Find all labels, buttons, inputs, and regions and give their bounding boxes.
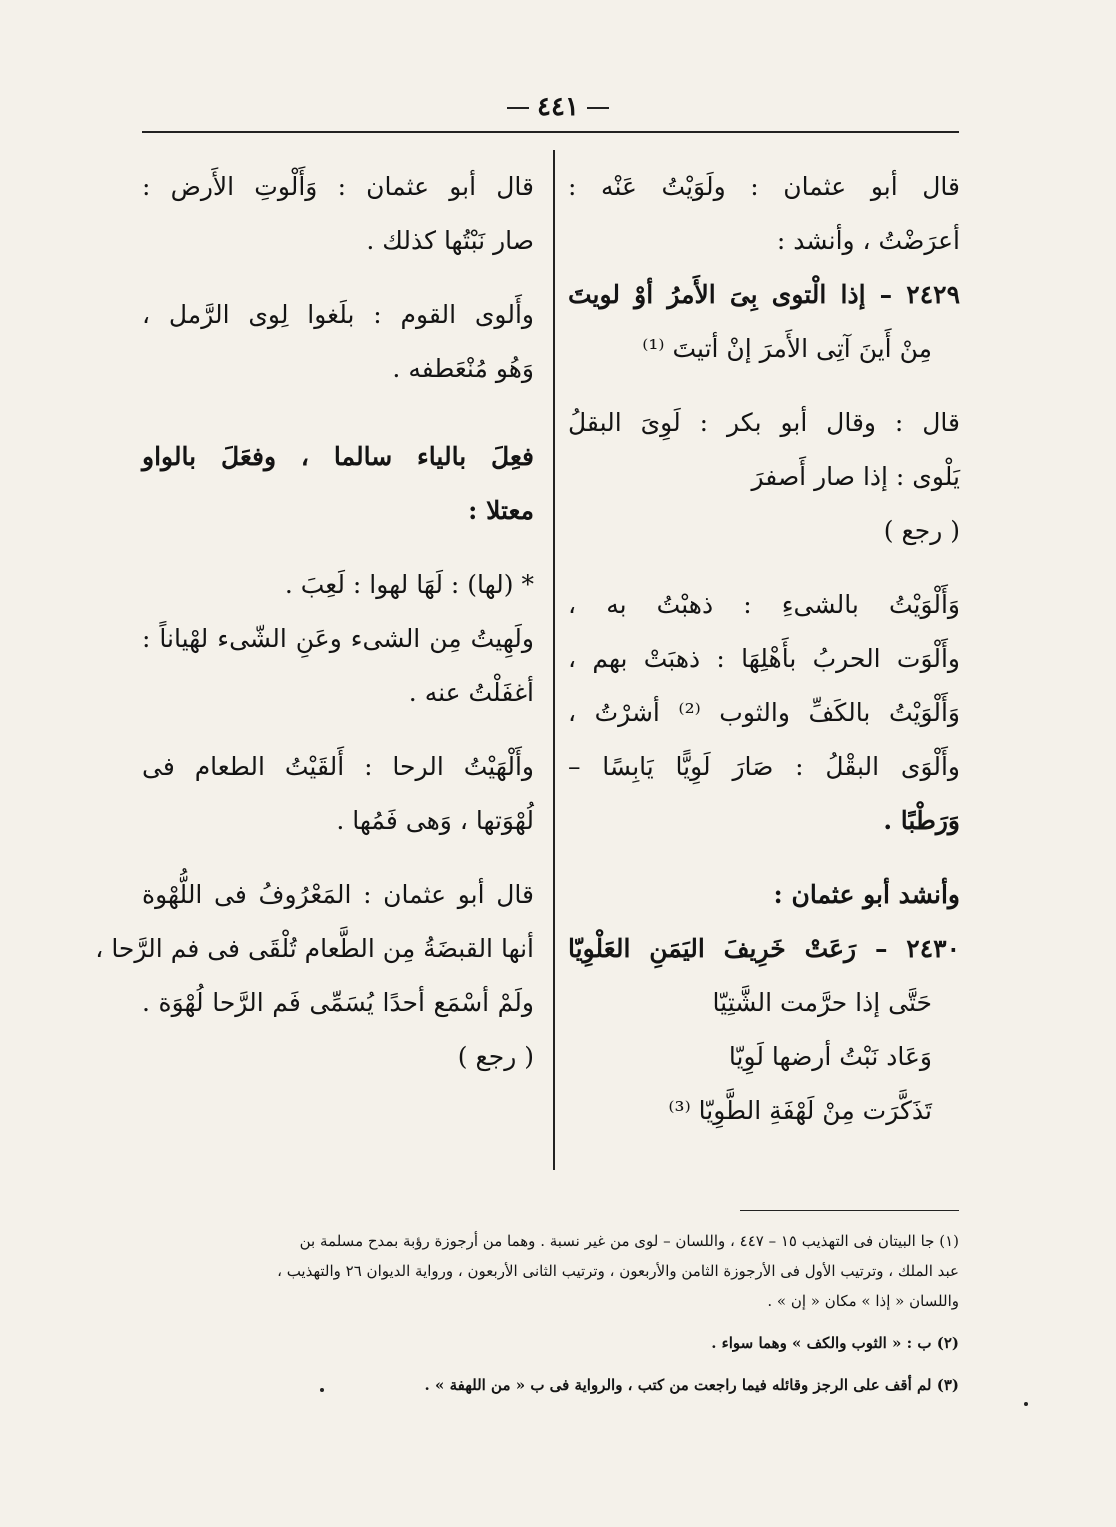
text-line: قال أبو عثمان : وَأَلْوتِ الأَرض : bbox=[142, 172, 534, 201]
text-line: وَهُو مُنْعَطفه . bbox=[392, 354, 534, 383]
text-line: قال : وقال أبو بكر : لَوِىَ البقلُ bbox=[568, 408, 960, 437]
text-line: وأَلْوَت الحربُ بأَهْلِهَا : ذهبَتْ بهم ، bbox=[568, 644, 960, 673]
text-line: أنها القبضَةُ مِن الطَّعام تُلْقَى فى فم الرَّحا ، bbox=[95, 934, 534, 963]
return-marker: ( رجع ) bbox=[457, 1042, 534, 1071]
text-line: لُهْوَتها ، وَهى فَمُها . bbox=[336, 806, 534, 835]
text-line: وَرَطْبًا . bbox=[883, 806, 960, 835]
text-line: ولَهِيتُ مِن الشىء وعَنِ الشّىء لهْياناً : bbox=[142, 624, 534, 653]
section-heading: فعِلَ بالياء سالما ، وفعَلَ بالواو bbox=[142, 442, 534, 471]
page-number-text: ٤٤١ bbox=[537, 92, 579, 122]
page-number-dash-left bbox=[507, 107, 529, 109]
print-speck bbox=[1024, 1402, 1028, 1406]
page-number bbox=[0, 92, 1116, 122]
text-line: وَأَلْوَيْتُ بالكَفِّ والثوب ⁽²⁾ أشرْتُ ، bbox=[568, 698, 960, 727]
text-line: وَأَلْوَيْتُ بالشىءِ : ذهبْتُ به ، bbox=[568, 590, 960, 619]
text-line: صار نَبْتُها كذلك . bbox=[366, 226, 534, 255]
footnote-2: (٢) ب : « الثوب والكف » وهما سواء . bbox=[711, 1334, 959, 1352]
verse-number-line: ٢٤٢٩ – إذا الْتوى بِىَ الأَمرُ أوْ لويتَ bbox=[568, 280, 960, 309]
text-line: أغفَلْتُ عنه . bbox=[408, 678, 534, 707]
left-column bbox=[95, 160, 534, 1084]
footnote-1-line: واللسان « إذا » مكان « إن » . bbox=[767, 1292, 959, 1310]
verse-line: مِنْ أَينَ آتِى الأَمرَ إنْ أتيتَ ⁽¹⁾ bbox=[642, 334, 932, 363]
return-marker: ( رجع ) bbox=[883, 516, 960, 545]
footnote-rule bbox=[740, 1210, 959, 1211]
verse-line: حَتَّى إذا حرَّمت الشَّتِيّا bbox=[712, 988, 932, 1017]
text-line: وأَلْهَيْتُ الرحا : أَلقَيْتُ الطعام فى bbox=[142, 752, 534, 781]
text-line: ولَمْ أسْمَع أحدًا يُسَمِّى فَم الرَّحا لُهْوَة . bbox=[142, 988, 534, 1017]
print-speck bbox=[320, 1388, 324, 1392]
column-divider bbox=[553, 150, 555, 1170]
text-line: أعرَضْتُ ، وأنشد : bbox=[776, 226, 960, 255]
footnote-1-line: عبد الملك ، وترتيب الأول فى الأرجوزة الثامن والأربعون ، وترتيب الثانى الأربعون ، ورواية الديوان ٢٦ والتهذيب ، bbox=[277, 1262, 959, 1280]
text-line: قال أبو عثمان : ولَوَيْتُ عَنْه : bbox=[568, 172, 960, 201]
entry-heading: * (لها) : لَهَا لهوا : لَعِبَ . bbox=[284, 570, 534, 599]
page-number-dash-right bbox=[587, 107, 609, 109]
footnotes bbox=[142, 1226, 959, 1400]
text-line: وأنشد أبو عثمان : bbox=[773, 880, 960, 909]
text-line: قال أبو عثمان : المَعْرُوفُ فى اللُّهْوة bbox=[142, 880, 534, 909]
footnote-1-line: (١) جا البيتان فى التهذيب ١٥ – ٤٤٧ ، واللسان – لوى من غير نسبة . وهما من أرجوزة رؤبة بمدح مسلمة بن bbox=[299, 1232, 959, 1250]
verse-number-line: ٢٤٣٠ – رَعَتْ خَرِيفَ اليَمَنِ العَلْوِيّا bbox=[568, 934, 960, 963]
verse-line: تَذَكَّرَت مِنْ لَهْفَةِ الطَّوِيّا ⁽³⁾ bbox=[668, 1096, 932, 1125]
header-rule bbox=[142, 131, 959, 133]
verse-line: وَعَاد نَبْتُ أرضها لَوِيّا bbox=[728, 1042, 932, 1071]
right-column bbox=[568, 160, 960, 1138]
footnote-3: (٣) لم أقف على الرجز وقائله فيما راجعت من كتب ، والرواية فى ب « من اللهفة » . bbox=[424, 1376, 959, 1394]
text-line: يَلْوى : إذا صار أَصفرَ bbox=[751, 462, 960, 491]
text-line: وأَلوى القوم : بلَغوا لِوى الرَّمل ، bbox=[142, 300, 534, 329]
section-heading: معتلا : bbox=[468, 496, 534, 525]
text-line: وأَلْوَى البقْلُ : صَارَ لَوِيًّا يَابِسًا – bbox=[568, 752, 960, 781]
